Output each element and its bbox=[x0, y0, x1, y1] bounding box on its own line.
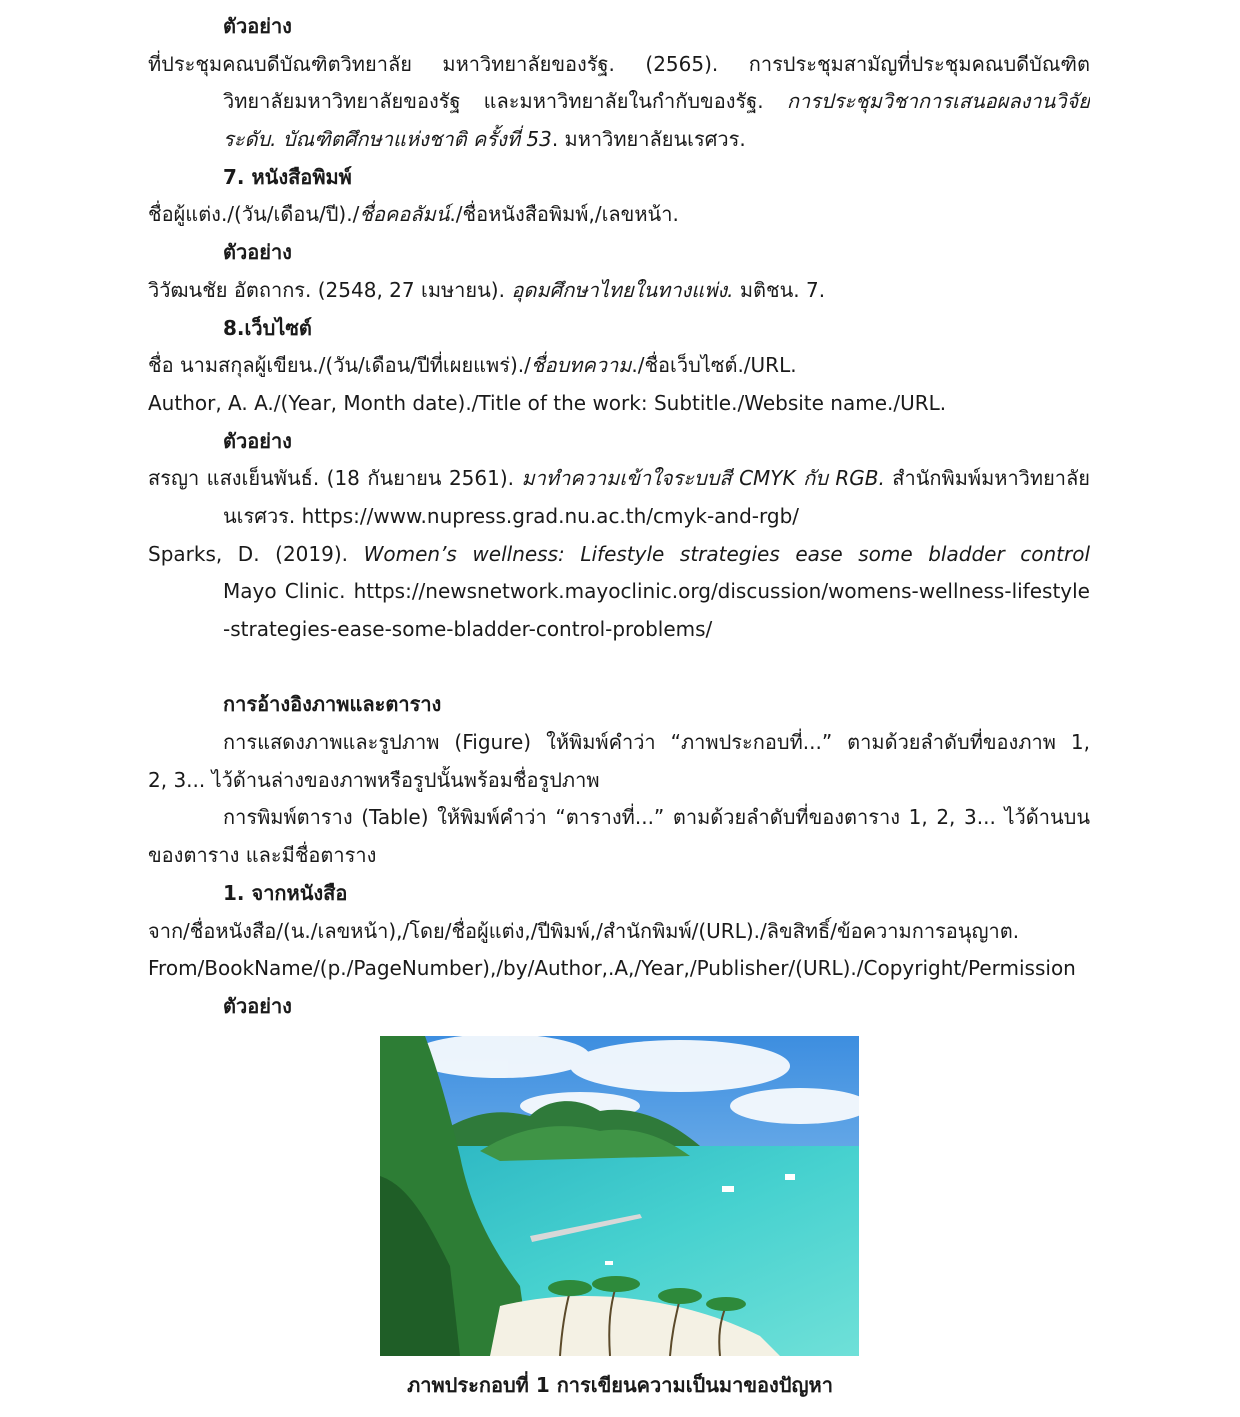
book-format-thai: จาก/ชื่อหนังสือ/(น./เลขหน้า),/โดย/ชื่อผู้แต่ง,/ปีพิมพ์,/สำนักพิมพ์/(URL)./ลิขสิทธิ์/ข้อความการอนุญาต. bbox=[148, 918, 1020, 943]
section-heading-figure-table: การอ้างอิงภาพและตาราง bbox=[223, 692, 442, 717]
website-example-1-line-1: สรญา แสงเย็นพันธ์. (18 กันยายน 2561). มาทำความเข้าใจระบบสี CMYK กับ RGB. สำนักพิมพ์มหาวิทยาลัย bbox=[148, 466, 1090, 491]
table-paragraph-line-1: การพิมพ์ตาราง (Table) ให้พิมพ์คำว่า “ตารางที่...” ตามด้วยลำดับที่ของตาราง 1, 2, 3... ไว้ด้านบน bbox=[223, 805, 1090, 830]
example-label: ตัวอย่าง bbox=[223, 240, 292, 265]
conference-citation-line-2: วิทยาลัยมหาวิทยาลัยของรัฐ และมหาวิทยาลัยในกำกับของรัฐ. การประชุมวิชาการเสนอผลงานวิจัย bbox=[223, 89, 1090, 114]
conference-title-italic-cont: ระดับ. บัณฑิตศึกษาแห่งชาติ ครั้งที่ 53 bbox=[223, 127, 552, 152]
figure-paragraph-line-1: การแสดงภาพและรูปภาพ (Figure) ให้พิมพ์คำว่า “ภาพประกอบที่...” ตามด้วยลำดับที่ของภาพ 1, bbox=[223, 730, 1090, 755]
website-format-thai: ชื่อ นามสกุลผู้เขียน./(วัน/เดือน/ปีที่เผยแพร่)./ชื่อบทความ./ชื่อเว็บไซต์./URL. bbox=[148, 353, 797, 378]
website-example-2-line-2: Mayo Clinic. https://newsnetwork.mayoclinic.org/discussion/womens-wellness-lifestyle bbox=[223, 579, 1090, 604]
document-body bbox=[148, 8, 1090, 1026]
figure-caption: ภาพประกอบที่ 1 การเขียนความเป็นมาของปัญหา bbox=[407, 1373, 833, 1397]
figure-image-tropical-bay bbox=[380, 1036, 859, 1356]
section-heading-website: 8.เว็บไซต์ bbox=[223, 315, 312, 340]
section-heading-newspaper: 7. หนังสือพิมพ์ bbox=[223, 164, 352, 189]
conference-title-italic: การประชุมวิชาการเสนอผลงานวิจัย bbox=[786, 89, 1090, 114]
example-label: ตัวอย่าง bbox=[223, 14, 292, 38]
blank-line bbox=[148, 649, 1090, 687]
figure-paragraph-line-2: 2, 3... ไว้ด้านล่างของภาพหรือรูปนั้นพร้อมชื่อรูปภาพ bbox=[148, 767, 600, 792]
website-example-1-line-2: นเรศวร. https://www.nupress.grad.nu.ac.th/cmyk-and-rgb/ bbox=[223, 503, 800, 528]
website-example-2-line-3: -strategies-ease-some-bladder-control-problems/ bbox=[223, 617, 713, 641]
conference-citation-line-3: ระดับ. บัณฑิตศึกษาแห่งชาติ ครั้งที่ 53. มหาวิทยาลัยนเรศวร. bbox=[223, 127, 746, 152]
book-format-english: From/BookName/(p./PageNumber),/by/Author,.A,/Year,/Publisher/(URL)./Copyright/Permission bbox=[148, 956, 1076, 981]
tropical-bay-illustration bbox=[380, 1036, 859, 1356]
table-paragraph-line-2: ของตาราง และมีชื่อตาราง bbox=[148, 843, 377, 868]
section-heading-from-book: 1. จากหนังสือ bbox=[223, 880, 348, 905]
newspaper-example: วิวัฒนชัย อัตถากร. (2548, 27 เมษายน). อุดมศึกษาไทยในทางแพ่ง. มติชน. 7. bbox=[148, 277, 826, 302]
website-format-english: Author, A. A./(Year, Month date)./Title of the work: Subtitle./Website name./URL. bbox=[148, 390, 947, 415]
example-label: ตัวอย่าง bbox=[223, 428, 292, 453]
example-label: ตัวอย่าง bbox=[223, 993, 292, 1018]
newspaper-format: ชื่อผู้แต่ง./(วัน/เดือน/ปี)./ชื่อคอลัมน์./ชื่อหนังสือพิมพ์,/เลขหน้า. bbox=[148, 202, 679, 227]
website-example-2-line-1: Sparks, D. (2019). Women’s wellness: Lifestyle strategies ease some bladder control bbox=[148, 541, 1090, 566]
conference-citation-line-1: ที่ประชุมคณบดีบัณฑิตวิทยาลัย มหาวิทยาลัยของรัฐ. (2565). การประชุมสามัญที่ประชุมคณบดีบัณฑิต bbox=[148, 51, 1090, 76]
